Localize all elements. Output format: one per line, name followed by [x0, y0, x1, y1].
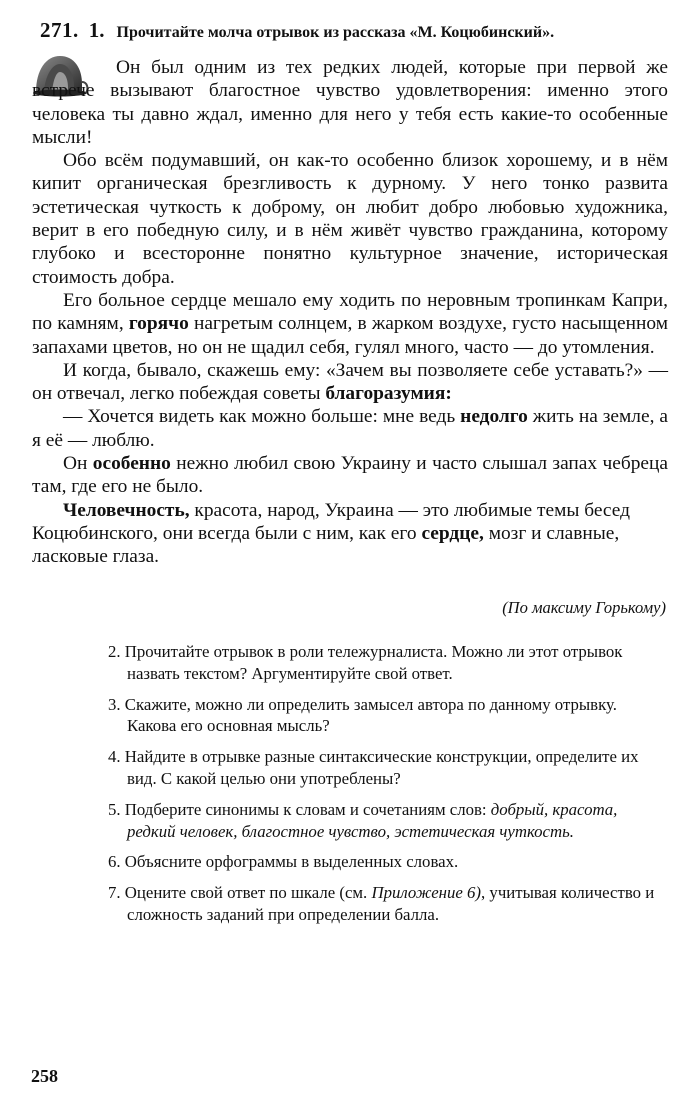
page-number: 258 — [31, 1066, 58, 1086]
story-excerpt — [32, 56, 668, 569]
paragraph-5: — Хочется видеть как можно больше: мне ведь недолго жить на земле, а я её — люблю. — [32, 406, 668, 451]
task-item: 2. Прочитайте отрывок в роли тележурналиста. Можно ли этот отрывок назвать текстом? Аргументируйте свой ответ. — [108, 642, 623, 683]
task-number: 1. — [88, 18, 105, 42]
task-item: 4. Найдите в отрывке разные синтаксические конструкции, определите их вид. С какой целью они употреблены? — [108, 747, 639, 788]
paragraph-4: И когда, бывало, скажешь ему: «Зачем вы позволяете себе уставать?» — он отвечал, легко побеждая советы благоразумия: — [32, 359, 668, 405]
highlighted-word: особенно — [92, 453, 171, 475]
task-item: 5. Подберите синонимы к словам и сочетаниям слов: добрый, красота, редкий человек, благостное чувство, эстетическая чуткость. — [108, 799, 618, 841]
highlighted-word: горячо — [128, 313, 189, 335]
exercise-number: 271. — [40, 18, 79, 42]
highlighted-word: недолго — [460, 406, 528, 428]
exercise-instruction: Прочитайте молча отрывок из рассказа «М. Коцюбинский». — [116, 24, 555, 41]
exercise-heading — [40, 18, 680, 43]
highlighted-word: сердце, — [421, 522, 484, 544]
paragraph-3: Его больное сердце мешало ему ходить по неровным тропинкам Капри, по камням, горячо нагретым солнцем, в жарком воздухе, густо насыщенном запахами цветов, но он не щадил себя, гулял много, часто — до утомления. — [32, 289, 669, 358]
paragraph-6: Он особенно нежно любил свою Украину и часто слышал запах чебреца там, где его не было. — [32, 453, 668, 498]
paragraph-1: Он был одним из тех редких людей, которые при первой же встрече вызывают благостное чувство удовлетворения: именно этого человека ты давно ждал, именно для него у тебя есть какие-то особенные мысли! — [32, 57, 668, 148]
task-list — [108, 641, 668, 935]
task-item: 6. Объясните орфограммы в выделенных словах. — [108, 852, 459, 872]
source-attribution: (По максиму Горькому) — [502, 598, 666, 617]
task-item: 7. Оцените свой ответ по шкале (см. Приложение 6), учитывая количество и сложность заданий при определении балла. — [108, 883, 655, 924]
highlighted-word: благоразумия: — [325, 383, 452, 405]
paragraph-2: Обо всём подумавший, он как-то особенно близок хорошему, и в нём кипит органическая брезгливость к дурному. У него тонко развита эстетическая чуткость к доброму, он любит добро любовью художника, верит в его победную силу, и в нём живёт чувство гражданина, которому глубоко и всесторонне понятно культурное значение, историческая стоимость добра. — [32, 150, 668, 288]
paragraph-7: Человечность, красота, народ, Украина — это любимые темы бесед Коцюбинского, они всегда были с ним, как его сердце, мозг и славные, ласковые глаза. — [32, 499, 630, 568]
highlighted-word: Человечность, — [63, 499, 190, 521]
task-item: 3. Скажите, можно ли определить замысел автора по данному отрывку. Какова его основная мысль? — [108, 694, 617, 736]
